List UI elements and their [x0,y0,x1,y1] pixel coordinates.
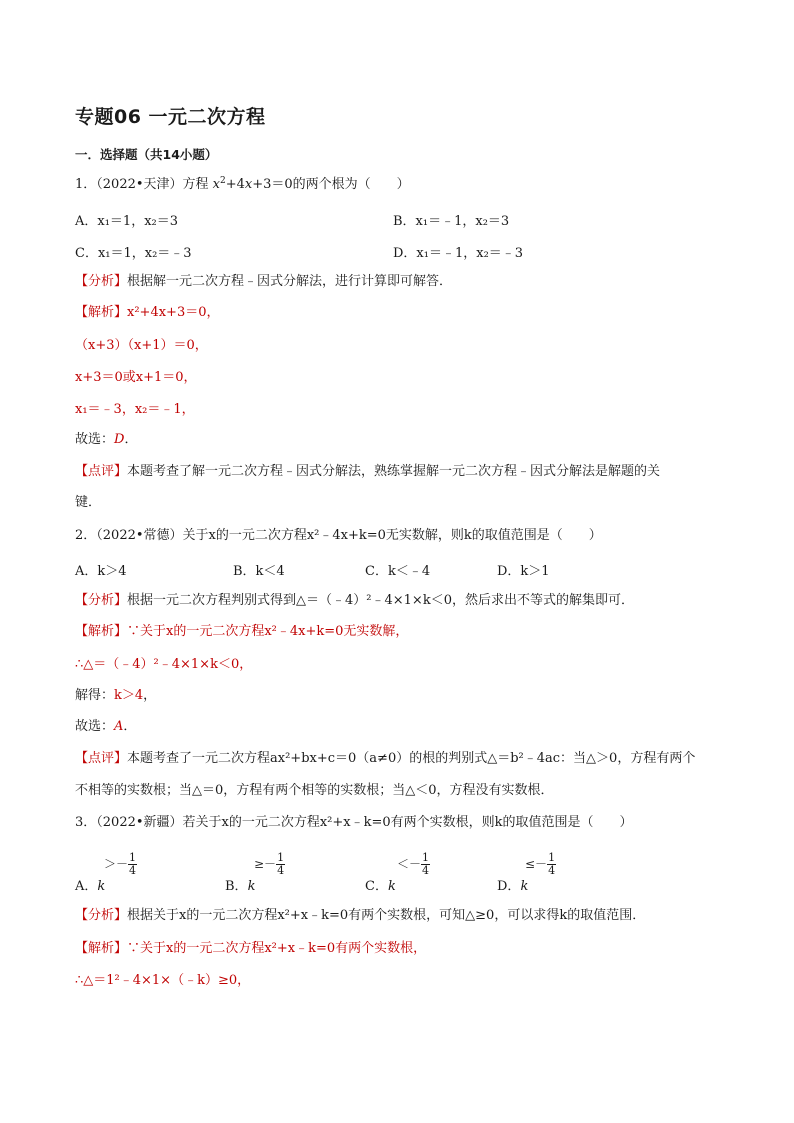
section-heading: 一．选择题（共14小题） [75,147,218,162]
q1-solution-line-3: x+3＝0或x+1＝0， [75,370,197,385]
fraction: $\frac{1}{4}$ [422,851,430,877]
q2-solution-line-3: 解得：k＞4， [75,688,157,703]
fraction: $\frac{1}{4}$ [277,851,285,877]
q2-comment-line-1: 【点评】本题考查了一元二次方程ax²+bx+c＝0（a≠0）的根的判别式△＝b²﹣4ac：当△＞0，方程有两个 [75,751,696,766]
q3-option-b: B．k [225,879,256,894]
q1-option-d: D．x₁＝﹣1，x₂＝﹣3 [393,246,524,261]
q2-option-d: D．k＞1 [497,564,550,579]
q3-analysis: 【分析】根据关于x的一元二次方程x²+x﹣k=0有两个实数根，可知△≥0，可以求得k的取值范围． [75,908,646,923]
q3-stem: 3．（2022•新疆）若关于x的一元二次方程x²+x﹣k=0有两个实数根，则k的取值范围是（ ） [75,815,633,830]
q1-solution-line-2: （x+3）（x+1）＝0， [75,338,208,353]
fraction: $\frac{1}{4}$ [548,851,556,877]
q1-comment-line-1: 【点评】本题考查了解一元二次方程﹣因式分解法，熟练掌握解一元二次方程﹣因式分解法是解题的关 [75,464,661,479]
q1-answer: 故选：D． [75,432,138,447]
q3-option-c-relation: ＜－ $\frac{1}{4}$ [397,851,430,877]
q1-option-c: C．x₁＝1，x₂＝﹣3 [75,246,192,261]
q3-option-d: D．k [497,879,529,894]
q3-solution-line-2: ∴△＝1²﹣4×1×（﹣k）≥0， [75,973,251,988]
q1-stem: 1．（2022•天津）方程 $x^2+4x+3=0$的两个根为（ ） [75,176,410,192]
q2-comment-line-2: 不相等的实数根；当△＝0，方程有两个相等的实数根；当△＜0，方程没有实数根． [75,783,554,798]
comment-tag: 【点评】 [75,464,128,479]
q3-option-a-relation: ＞－ $\frac{1}{4}$ [104,851,137,877]
q3-solution-line-1: 【解析】∵关于x的一元二次方程x²+x﹣k=0有两个实数根， [75,941,427,956]
q1-option-b: B．x₁＝﹣1，x₂＝3 [393,214,510,229]
q2-option-c: C．k＜﹣4 [365,564,431,579]
q2-solution-line-2: ∴△＝（﹣4）²﹣4×1×k＜0， [75,657,253,672]
q1-solution-line-4: x₁＝﹣3，x₂＝﹣1， [75,402,195,417]
q3-option-d-relation: ≤－ $\frac{1}{4}$ [525,851,556,877]
q2-solution-line-1: 【解析】∵关于x的一元二次方程x²﹣4x+k=0无实数解， [75,624,409,639]
solution-tag: 【解析】 [75,305,128,320]
q2-option-a: A．k＞4 [75,564,127,579]
q1-solution-line-1: 【解析】x²+4x+3＝0， [75,305,220,320]
q3-option-c: C．k [365,879,396,894]
q3-option-a: A．k [75,879,106,894]
q1-comment-line-2: 键． [75,495,102,510]
page-title: 专题06 一元二次方程 [75,106,266,128]
q2-option-b: B．k＜4 [233,564,285,579]
q2-analysis: 【分析】根据一元二次方程判别式得到△＝（﹣4）²﹣4×1×k＜0，然后求出不等式的解集即可． [75,593,634,608]
q3-option-b-relation: ≥－ $\frac{1}{4}$ [254,851,285,877]
q1-analysis: 【分析】根据解一元二次方程﹣因式分解法，进行计算即可解答． [75,274,453,289]
q1-option-a: A．x₁＝1，x₂＝3 [75,214,179,229]
analysis-tag: 【分析】 [75,274,128,289]
q2-answer: 故选：A． [75,719,137,734]
fraction: $\frac{1}{4}$ [129,851,137,877]
q2-stem: 2．（2022•常德）关于x的一元二次方程x²﹣4x+k=0无实数解，则k的取值范围是（ ） [75,528,602,543]
